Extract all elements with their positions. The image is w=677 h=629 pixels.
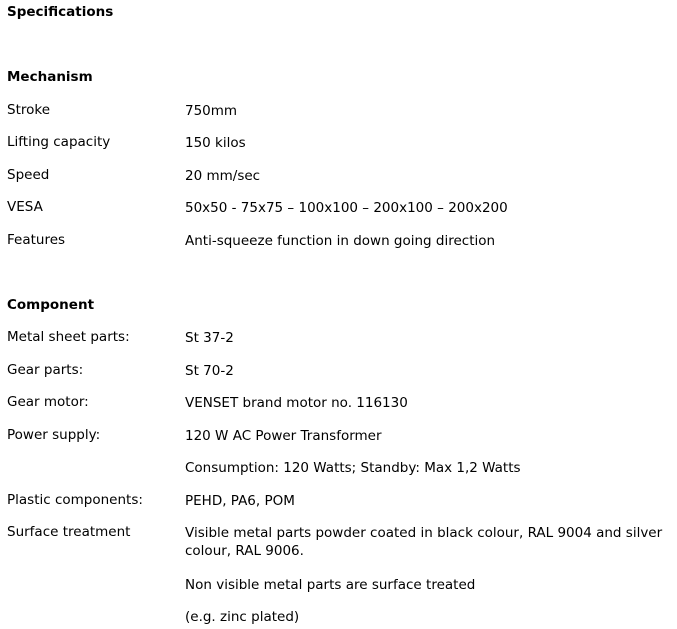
spec-label-metal-sheet-parts: Metal sheet parts:	[7, 329, 130, 345]
spec-value-surface-treatment: Visible metal parts powder coated in black colour, RAL 9004 and silver colour, RAL 9006.	[185, 525, 663, 559]
spec-value-gear-motor: VENSET brand motor no. 116130	[185, 395, 408, 411]
mechanism-heading: Mechanism	[7, 69, 93, 85]
spec-value-power-supply: 120 W AC Power Transformer	[185, 428, 382, 444]
component-heading: Component	[7, 297, 95, 313]
page-title: Specifications	[7, 4, 114, 20]
spec-label-vesa: VESA	[7, 199, 43, 215]
spec-value-gear-parts: St 70-2	[185, 363, 234, 379]
spec-label-gear-parts: Gear parts:	[7, 362, 84, 378]
spec-value-plastic-components: PEHD, PA6, POM	[185, 493, 295, 509]
spec-value-vesa: 50x50 - 75x75 – 100x100 – 200x100 – 200x200	[185, 200, 508, 216]
spec-value-stroke: 750mm	[185, 103, 238, 119]
spec-label-features: Features	[7, 232, 66, 248]
spec-label-lifting-capacity: Lifting capacity	[7, 134, 111, 150]
spec-label-power-supply: Power supply:	[7, 427, 101, 443]
spec-value-surface-treatment-example: (e.g. zinc plated)	[185, 609, 300, 625]
spec-label-speed: Speed	[7, 167, 50, 183]
spec-value-metal-sheet-parts: St 37-2	[185, 330, 234, 346]
spec-value-speed: 20 mm/sec	[185, 168, 261, 184]
spec-value-features: Anti-squeeze function in down going direction	[185, 233, 496, 249]
spec-label-gear-motor: Gear motor:	[7, 394, 89, 410]
spec-label-surface-treatment: Surface treatment	[7, 524, 131, 540]
spec-label-stroke: Stroke	[7, 102, 51, 118]
spec-value-power-consumption: Consumption: 120 Watts; Standby: Max 1,2 Watts	[185, 460, 521, 476]
spec-label-plastic-components: Plastic components:	[7, 492, 143, 508]
spec-value-surface-treatment-note: Non visible metal parts are surface treated	[185, 577, 476, 593]
spec-value-lifting-capacity: 150 kilos	[185, 135, 246, 151]
